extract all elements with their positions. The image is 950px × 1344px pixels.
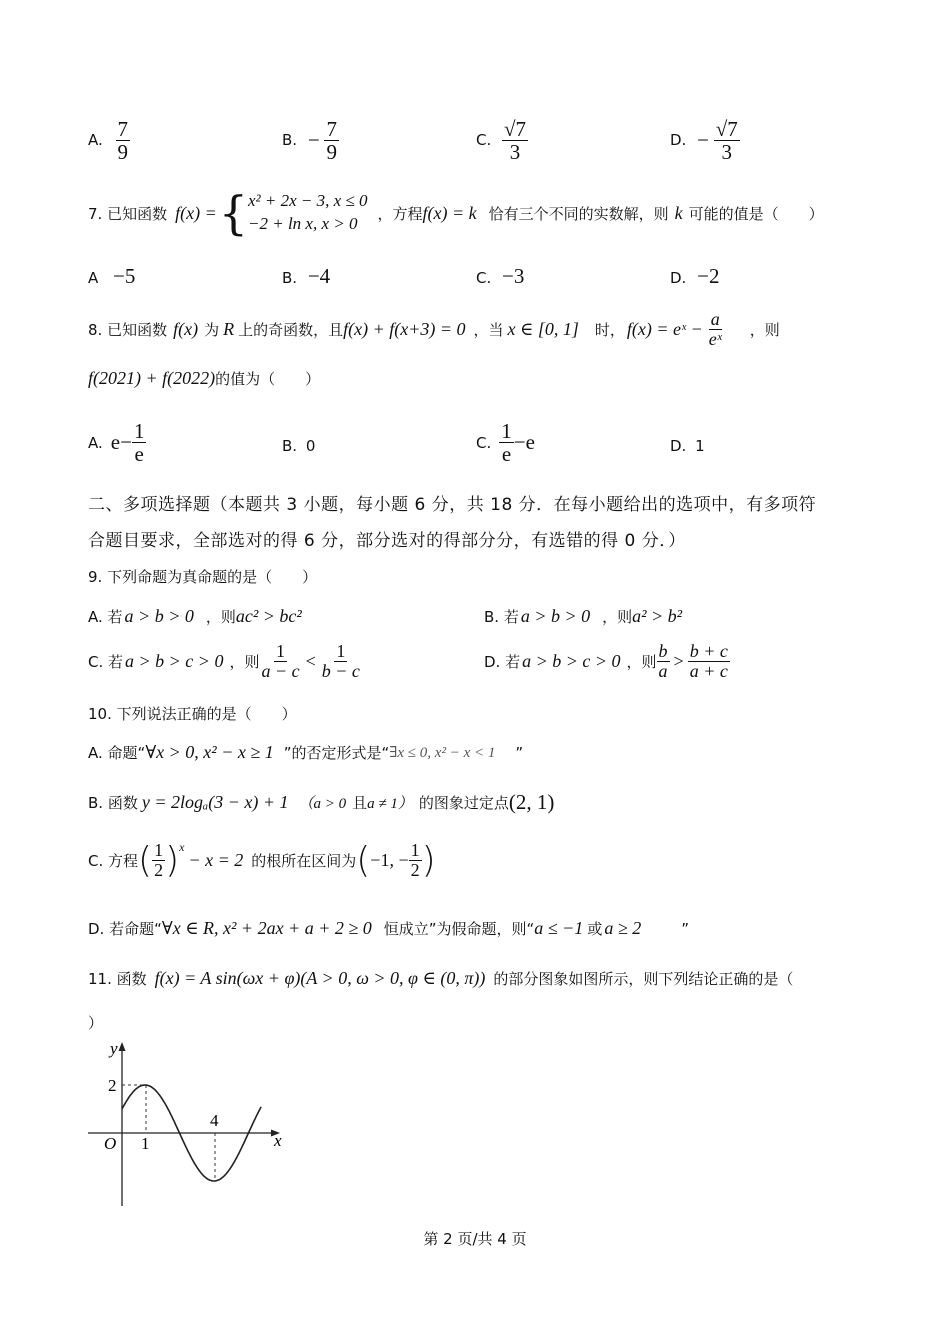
q11-stem: 11. 函数 f(x) = A sin(ωx + φ)(A > 0, ω > 0, φ ∈ (0, π)) 的部分图象如图所示，则下列结论正确的是（ xyxy=(88,968,794,988)
sine-graph xyxy=(80,1036,300,1216)
piecewise-brace: { xyxy=(218,186,248,240)
option-label: B. xyxy=(282,131,298,150)
y-axis-arrow xyxy=(119,1042,126,1051)
q7-option-a: A −5 xyxy=(88,264,136,288)
fraction: $\frac{√7}{3}$ xyxy=(715,117,738,165)
q10-option-b: B. 函数 y = 2logₐ(3 − x) + 1 （a > 0 且 a ≠ 1） 的图象过定点 (2, 1) xyxy=(88,790,555,814)
fraction: $\frac{b + c}{a + c}$ xyxy=(689,641,728,681)
fraction: $\frac{1}{e}$ xyxy=(501,419,512,467)
peak-value-label: 2 xyxy=(108,1076,117,1095)
q9-option-d: D. 若 a > b > c > 0 ，则 $\frac{b}{a}$ > $\frac{b + c}{a + c}$ xyxy=(484,641,728,681)
q7-stem: 7. 已知函数 f(x) = { x² + 2x − 3, x ≤ 0 −2 + ln x, x > 0 ，方程 f(x) = k 恰有三个不同的实数解，则 k 可能的值是（ ） xyxy=(88,186,824,240)
q8-stem: 8. 已知函数 f(x) 为 R 上的奇函数，且 f(x) + f(x+3) = 0 ，当 x ∈ [0, 1] 时， f(x) = eˣ − $\frac{a}{\text{eˣ}}$ ，则 xyxy=(88,309,780,349)
section-heading-line2: 合题目要求，全部选对的得 6 分，部分选对的得部分分，有选错的得 0 分．） xyxy=(88,531,686,551)
fraction: $\frac{1}{b - c}$ xyxy=(321,641,360,681)
fraction: $\frac{b}{a}$ xyxy=(658,641,668,681)
q9-option-b: B. 若 a > b > 0 ，则 a² > b² xyxy=(484,606,683,626)
fraction: $\frac{1}{e}$ xyxy=(133,419,145,467)
q8-option-a: A. e− $\frac{1}{e}$ xyxy=(88,419,145,467)
section-heading: 二、多项选择题（本题共 3 小题，每小题 6 分，共 18 分．在每小题给出的选项中，有多项符 xyxy=(88,495,817,515)
q7-option-d: D. −2 xyxy=(670,264,720,288)
q6-option-a xyxy=(88,118,130,163)
q7-option-b: B. −4 xyxy=(282,264,331,288)
fraction: $\frac{a}{\text{eˣ}}$ xyxy=(708,309,722,349)
q10-stem: 10. 下列说法正确的是（ ） xyxy=(88,705,297,723)
trough-x-label: 4 xyxy=(210,1111,219,1130)
fraction: $\frac{1}{2}$ xyxy=(154,840,164,880)
fraction: $\frac{1}{2}$ xyxy=(410,840,420,880)
q8-stem-line2: f(2021) + f(2022) 的值为（ ） xyxy=(88,368,321,388)
fraction: $\frac{7}{9}$ xyxy=(117,117,129,165)
x-axis-label: x xyxy=(274,1131,282,1150)
peak-x-label: 1 xyxy=(141,1134,150,1153)
page-footer: 第 2 页/共 4 页 xyxy=(423,1230,527,1248)
q8-option-b: B. 0 xyxy=(282,437,316,455)
q9-option-a: A. 若 a > b > 0 ，则 ac² > bc² xyxy=(88,606,302,626)
q8-option-d: D. 1 xyxy=(670,437,705,455)
option-label: C. xyxy=(476,131,492,150)
origin-label: O xyxy=(104,1134,117,1153)
q10-option-d: D. 若命题“ ∀x ∈ R, x² + 2ax + a + 2 ≥ 0 恒成立”为假命题，则“ a ≤ −1 或 a ≥ 2 ” xyxy=(88,918,689,938)
q10-option-a: A. 命题“ ∀x > 0, x² − x ≥ 1 ”的否定形式是“ ∃x ≤ 0, x² − x < 1 ” xyxy=(88,742,524,762)
q6-option-d: D. − $\frac{√7}{3}$ xyxy=(670,117,738,165)
q6-option-b: B. − $\frac{7}{9}$ xyxy=(282,117,337,165)
option-label: D. xyxy=(670,131,687,150)
y-axis-label: y xyxy=(110,1039,118,1058)
q10-option-c: C. 方程 ( $\frac{1}{2}$ ) $^x$ − x = 2 的根所在区间为 ( −1, − $\frac{1}{2}$ ) xyxy=(88,840,436,881)
fraction: $\frac{√7}{3}$ xyxy=(504,117,527,165)
fraction: $\frac{1}{a - c}$ xyxy=(261,641,300,681)
q9-option-c: C. 若 a > b > c > 0 ，则 $\frac{1}{a - c}$ < $\frac{1}{b - c}$ xyxy=(88,641,360,681)
q9-stem: 9. 下列命题为真命题的是（ ） xyxy=(88,568,318,586)
option-label: A. xyxy=(88,131,103,150)
q11-stem-line2: ） xyxy=(88,1014,104,1032)
fraction: $\frac{7}{9}$ xyxy=(326,117,337,165)
q6-option-c xyxy=(476,118,528,163)
q7-option-c: C. −3 xyxy=(476,264,525,288)
piecewise-cases: x² + 2x − 3, x ≤ 0 −2 + ln x, x > 0 xyxy=(248,191,368,233)
q8-option-c: C. $\frac{1}{e}$ −e xyxy=(476,419,535,467)
